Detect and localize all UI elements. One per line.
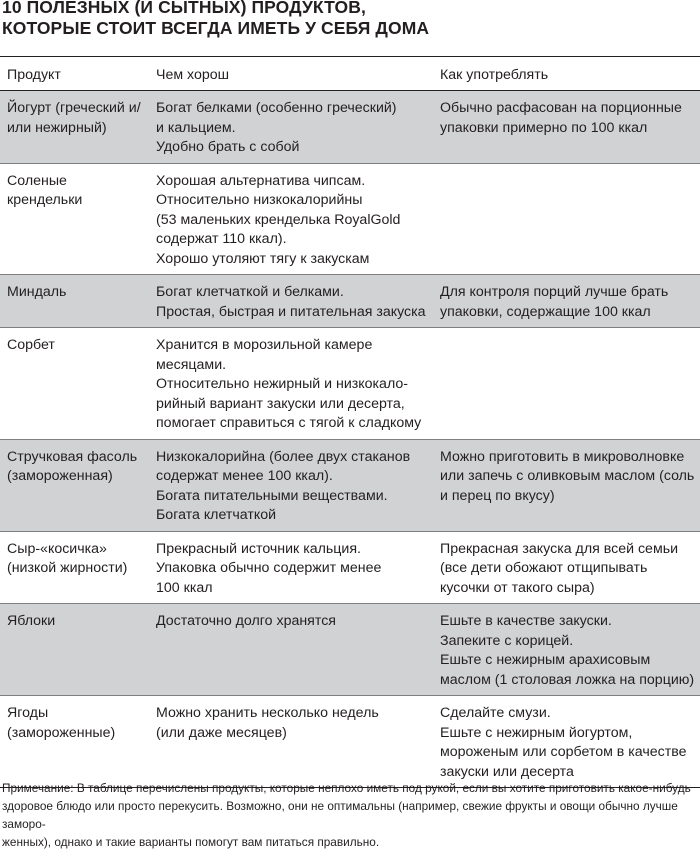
page-title: 10 ПОЛЕЗНЫХ (И СЫТНЫХ) ПРОДУКТОВ, КОТОРЫЕ СТОИТ ВСЕГДА ИМЕТЬ У СЕБЯ ДОМА (2, 0, 430, 38)
table-row (0, 163, 700, 275)
cell-benefit: Низкокалорийна (более двух стаканов содержат менее 100 ккал). Богата питательными веществами. Богата клетчаткой (150, 439, 434, 531)
foods-table (0, 56, 700, 788)
cell-product: Соленые крендельки (7, 172, 83, 208)
cell-usage: Обычно расфасован на порционные упаковки примерно по 100 ккал (434, 91, 700, 164)
table-row (0, 604, 700, 696)
column-header-usage: Как употреблять (434, 57, 700, 91)
cell-usage: Прекрасная закуска для всей семьи (все дети обожают отщипывать кусочки от такого сыра) (440, 540, 679, 596)
table-header-row (0, 57, 700, 91)
cell-product: Сорбет (7, 337, 55, 353)
cell-product: Стручковая фасоль (замороженная) (0, 439, 150, 531)
cell-benefit: Прекрасный источник кальция. Упаковка обычно содержит менее 100 ккал (156, 540, 382, 596)
cell-product: Миндаль (0, 275, 150, 328)
table-row (0, 91, 700, 164)
cell-product: Сыр-«косичка» (низкой жирности) (7, 540, 128, 576)
cell-product: Йогурт (греческий и/ или нежирный) (0, 91, 150, 164)
table-row (0, 328, 700, 440)
cell-usage: Сделайте смузи. Ешьте с нежирным йогуртом, мороженым или сорбетом в качестве закуски или десерта (440, 705, 687, 780)
cell-product: Яблоки (0, 604, 150, 696)
cell-benefit: Можно хранить несколько недель (или даже месяцев) (156, 705, 379, 741)
cell-benefit: Богат белками (особенно греческий) и кальцием. Удобно брать с собой (150, 91, 434, 164)
column-header-benefit: Чем хорош (150, 57, 434, 91)
cell-benefit: Богат клетчаткой и белками. Простая, быстрая и питательная закуска (150, 275, 434, 328)
table-row (0, 439, 700, 531)
cell-usage (434, 328, 700, 440)
table-row (0, 275, 700, 328)
cell-benefit: Достаточно долго хранятся (150, 604, 434, 696)
cell-usage: Ешьте в качестве закуски. Запеките с корицей. Ешьте с нежирным арахисовым маслом (1 столовая ложка на порцию) (434, 604, 700, 696)
column-header-product: Продукт (0, 57, 150, 91)
cell-benefit: Хорошая альтернатива чипсам. Относительно низкокалорийны (53 маленьких кренделька RoyalGold содержат 110 ккал). Хорошо утоляют тягу к закускам (156, 172, 401, 267)
footnote: Примечание: В таблице перечислены продукты, которые неплохо иметь под рукой, если вы хотите приготовить какое-нибудь здоровое блюдо или просто перекусить. Возможно, они не оптимальны (например, свежие фрукты и овощи обычно лучше заморо- женных), однако и такие варианты помогут вам питаться правильно. (2, 781, 691, 849)
cell-usage: Для контроля порций лучше брать упаковки, содержащие 100 ккал (434, 275, 700, 328)
cell-product: Ягоды (замороженные) (7, 705, 116, 741)
cell-usage: Можно приготовить в микроволновке или запечь с оливковым маслом (соль и перец по вкусу) (434, 439, 700, 531)
table-row (0, 696, 700, 788)
cell-benefit: Хранится в морозильной камере месяцами. Относительно нежирный и низкокало- рийный вариант закуски или десерта, помогает справиться с тягой к сладкому (156, 337, 422, 431)
cell-usage (434, 163, 700, 275)
table-row (0, 531, 700, 604)
